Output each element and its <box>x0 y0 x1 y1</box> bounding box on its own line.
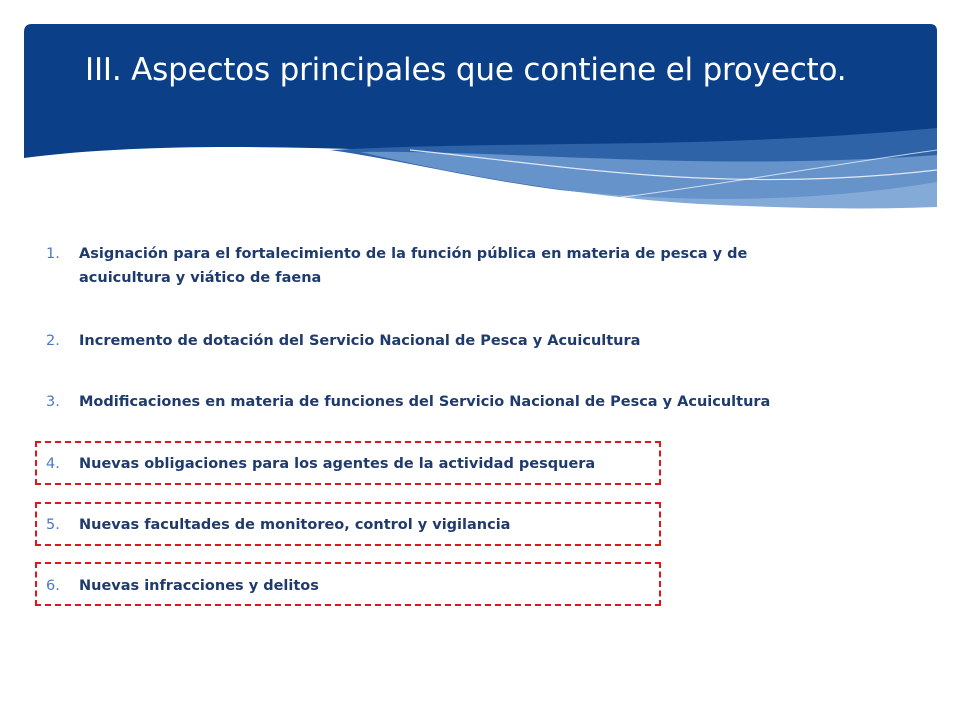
list-item <box>46 452 819 476</box>
list-item-text: Nuevas facultades de monitoreo, control y vigilancia <box>79 517 511 533</box>
list-item <box>46 513 819 537</box>
list-item-text: Nuevas infracciones y delitos <box>79 578 319 594</box>
list-item <box>46 329 819 353</box>
list-item-number: 5. <box>46 517 60 533</box>
header-banner <box>0 0 960 220</box>
list-item-text: Modificaciones en materia de funciones del Servicio Nacional de Pesca y Acuicultura <box>79 394 771 410</box>
header-wave-light <box>360 152 937 209</box>
list-item-number: 3. <box>46 394 60 410</box>
slide-title: III. Aspectos principales que contiene el proyecto. <box>85 52 847 88</box>
list-item-number: 4. <box>46 456 60 472</box>
list-item-text: Incremento de dotación del Servicio Nacional de Pesca y Acuicultura <box>79 333 641 349</box>
list-item-number: 1. <box>46 246 60 262</box>
list-item-number: 6. <box>46 578 60 594</box>
list-item <box>46 390 819 414</box>
list-item <box>46 574 819 598</box>
list-item <box>46 242 819 290</box>
list-item-text: Asignación para el fortalecimiento de la función pública en materia de pesca y de acuicultura y viático de faena <box>79 246 748 286</box>
list-item-text: Nuevas obligaciones para los agentes de la actividad pesquera <box>79 456 596 472</box>
list-item-number: 2. <box>46 333 60 349</box>
